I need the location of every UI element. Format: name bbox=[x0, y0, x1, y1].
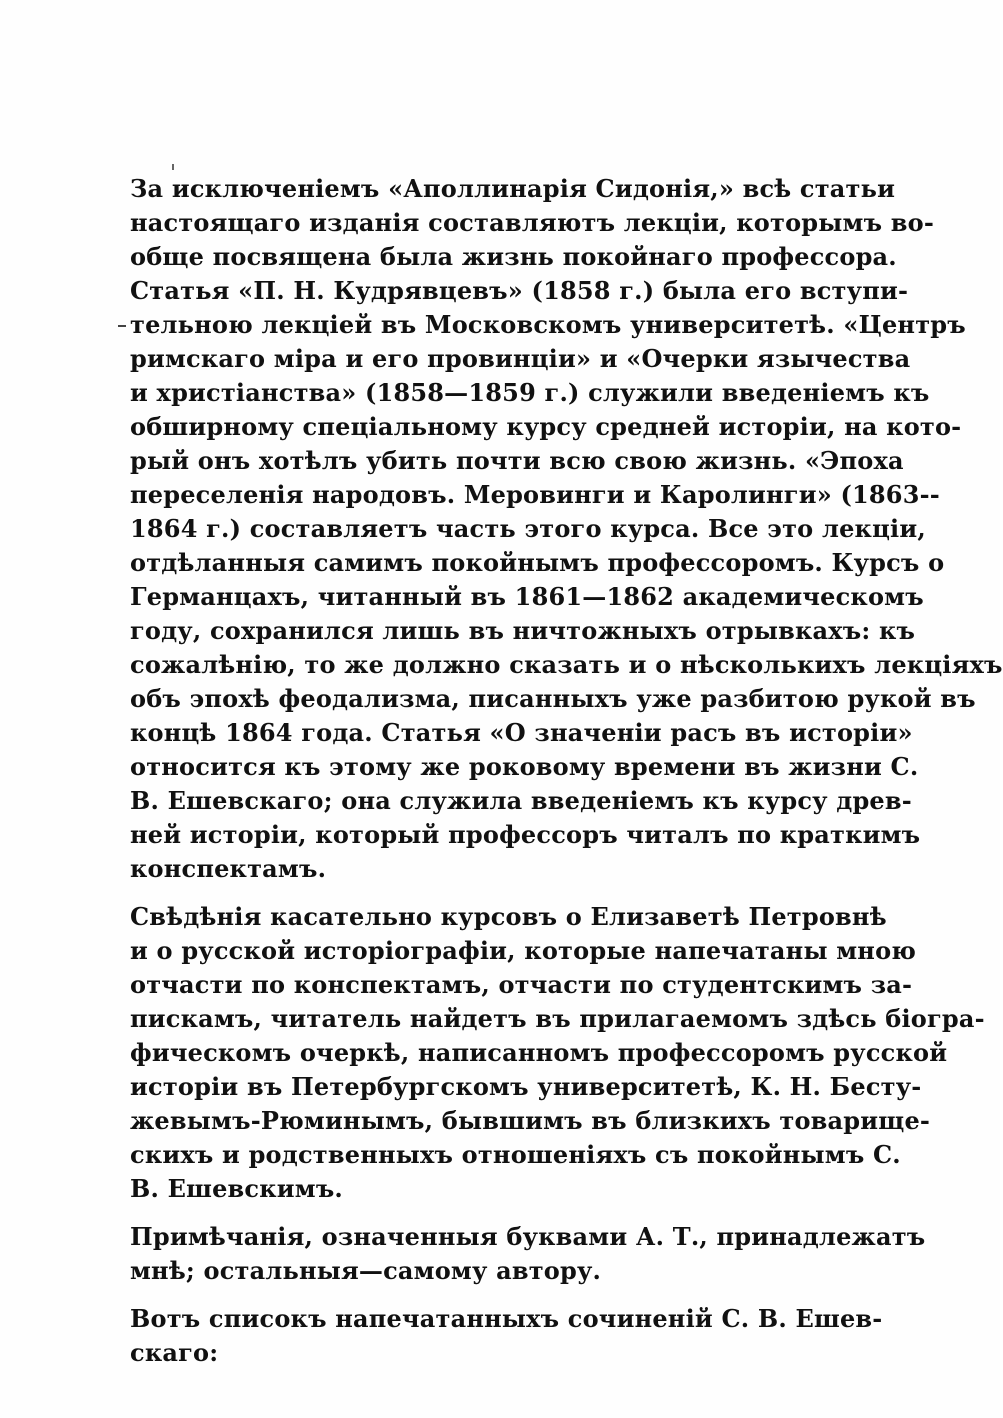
text-line: Статья «П. Н. Кудрявцевъ» (1858 г.) была его вступи- bbox=[130, 276, 909, 305]
text-line: Примѣчанія, означенныя буквами А. Т., принадлежатъ bbox=[130, 1222, 926, 1251]
text-line: ней исторіи, который профессоръ читалъ по краткимъ bbox=[130, 820, 921, 849]
text-line: отчасти по конспектамъ, отчасти по студентскимъ за- bbox=[130, 970, 913, 999]
text-line: мнѣ; остальныя—самому автору. bbox=[130, 1256, 602, 1285]
paragraph-gap bbox=[130, 886, 830, 900]
text-line: обще посвящена была жизнь покойнаго профессора. bbox=[130, 242, 897, 271]
text-line: тельною лекціей въ Московскомъ университетѣ. «Центръ bbox=[130, 310, 966, 339]
margin-mark bbox=[118, 325, 126, 327]
paragraph-3 bbox=[130, 1220, 926, 1288]
text-line: фическомъ очеркѣ, написанномъ профессоромъ русской bbox=[130, 1038, 948, 1067]
text-line: Вотъ списокъ напечатанныхъ сочиненій С. В. Ешев- bbox=[130, 1304, 883, 1333]
text-line: римскаго міра и его провинціи» и «Очерки язычества bbox=[130, 344, 911, 373]
text-line: За исключеніемъ «Аполлинарія Сидонія,» всѣ статьи bbox=[130, 174, 896, 203]
text-line: отдѣланныя самимъ покойнымъ профессоромъ. Курсъ о bbox=[130, 548, 945, 577]
text-line: скаго: bbox=[130, 1338, 219, 1367]
paragraph-gap bbox=[130, 1288, 830, 1302]
text-line: рый онъ хотѣлъ убить почти всю свою жизнь. «Эпоха bbox=[130, 446, 904, 475]
text-line: концѣ 1864 года. Статья «О значеніи расъ въ исторіи» bbox=[130, 718, 913, 747]
page-text bbox=[130, 172, 1003, 1370]
text-line: пискамъ, читатель найдетъ въ прилагаемомъ здѣсь біогра- bbox=[130, 1004, 985, 1033]
text-line: 1864 г.) составляетъ часть этого курса. Все это лекціи, bbox=[130, 514, 926, 543]
text-line: и христіанства» (1858—1859 г.) служили введеніемъ къ bbox=[130, 378, 930, 407]
text-line: Германцахъ, читанный въ 1861—1862 академическомъ bbox=[130, 582, 924, 611]
paragraph-2 bbox=[130, 900, 985, 1206]
paragraph-1 bbox=[130, 172, 1003, 886]
text-line: переселенія народовъ. Меровинги и Каролинги» (1863-- bbox=[130, 480, 940, 509]
text-line: объ эпохѣ феодализма, писанныхъ уже разбитою рукой въ bbox=[130, 684, 976, 713]
text-line: В. Ешевскаго; она служила введеніемъ къ курсу древ- bbox=[130, 786, 912, 815]
paragraph-4 bbox=[130, 1302, 883, 1370]
text-line: и о русской исторіографіи, которые напечатаны мною bbox=[130, 936, 917, 965]
text-line: обширному спеціальному курсу средней исторіи, на кото- bbox=[130, 412, 962, 441]
text-line: настоящаго изданія составляютъ лекціи, которымъ во- bbox=[130, 208, 934, 237]
text-line: конспектамъ. bbox=[130, 854, 327, 883]
text-line: году, сохранился лишь въ ничтожныхъ отрывкахъ: къ bbox=[130, 616, 916, 645]
text-line: В. Ешевскимъ. bbox=[130, 1174, 343, 1203]
paragraph-gap bbox=[130, 1206, 830, 1220]
text-line: исторіи въ Петербургскомъ университетѣ, К. Н. Бесту- bbox=[130, 1072, 922, 1101]
text-line: относится къ этому же роковому времени въ жизни С. bbox=[130, 752, 919, 781]
text-line: Свѣдѣнія касательно курсовъ о Елизаветѣ Петровнѣ bbox=[130, 902, 887, 931]
text-line: жевымъ-Рюминымъ, бывшимъ въ близкихъ товарище- bbox=[130, 1106, 931, 1135]
text-line: сожалѣнію, то же должно сказать и о нѣсколькихъ лекціяхъ bbox=[130, 650, 1003, 679]
print-mark bbox=[172, 164, 174, 170]
text-line: скихъ и родственныхъ отношеніяхъ съ покойнымъ С. bbox=[130, 1140, 901, 1169]
